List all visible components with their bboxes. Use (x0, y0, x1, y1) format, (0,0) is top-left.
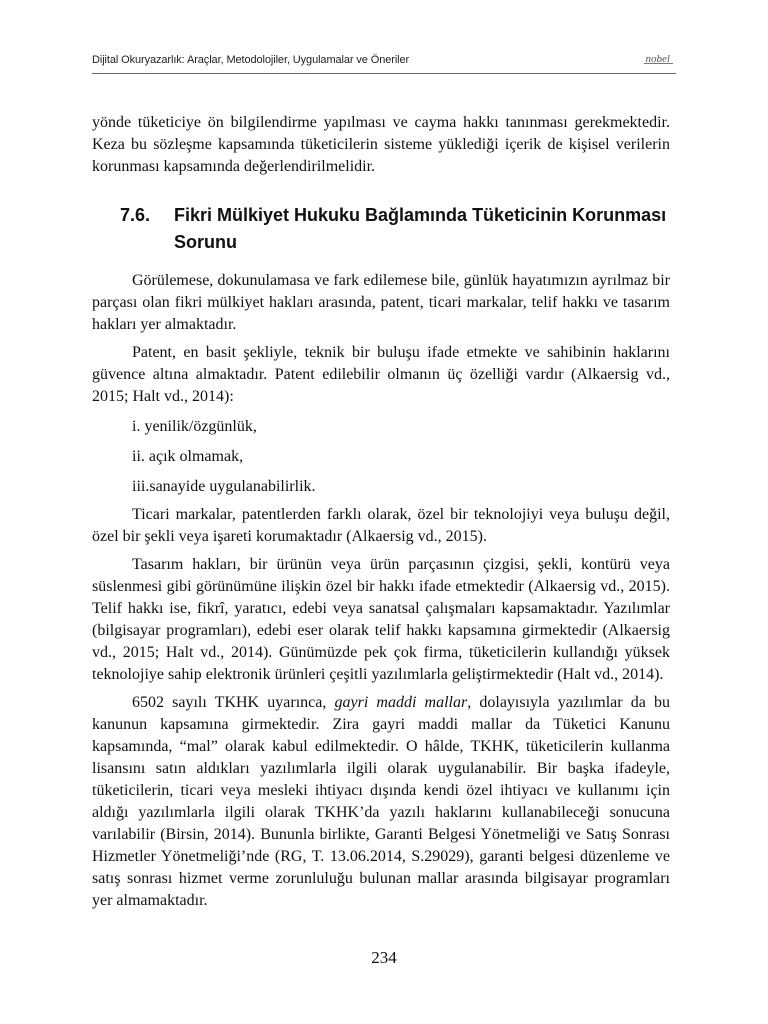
section-heading (92, 202, 670, 256)
list-item-2: ii. açık olmamak, (132, 448, 244, 465)
paragraph-5-rest: , dolayısıyla yazılımlar da bu kanunun kapsamına girmektedir. Zira gayri maddi mallar da Tüketici Kanunu kapsamında, “mal” olarak kabul edilmektedir. O hâlde, TKHK, tüketicilerin kullanma lisansını satın aldıkları yazılımlarla ilgili olarak uygulanabilir. Bir başka ifadeyle, tüketicilerin, ticari veya mesleki ihtiyacı dışında kendi özel ihtiyacı ve kullanımı için aldığı yazılımlarla ilgili olarak TKHK’da yazılı haklarını kullanabileceği sonucuna varılabilir (Birsin, 2014). Bununla birlikte, Garanti Belgesi Yönetmeliği ve Satış Sonrası Hizmetler Yönetmeliği’nde (RG, T. 13.06.2014, S.29029), garanti belgesi düzenleme ve satış sonrası hizmet verme zorunluluğu bulunan mallar arasında bilgisayar programları yer almamaktadır. (92, 694, 670, 909)
page-body (92, 112, 670, 912)
paragraph-5 (92, 692, 670, 912)
list-item-3: iii.sanayide uygulanabilirlik. (132, 478, 316, 495)
paragraph-1: Görülemese, dokunulamasa ve fark edilemese bile, günlük hayatımızın ayrılmaz bir parçası olan fikri mülkiyet hakları arasında, patent, ticari markalar, telif hakkı ve tasarım hakları yer almaktadır. (92, 272, 670, 333)
paragraph-5-start: 6502 sayılı TKHK uyarınca, (132, 694, 335, 711)
page-number: 234 (371, 948, 397, 967)
list-item-1: i. yenilik/özgünlük, (132, 418, 257, 435)
book-title: Dijital Okuryazarlık: Araçlar, Metodolojiler, Uygulamalar ve Öneriler (92, 54, 410, 66)
paragraph-3: Ticari markalar, patentlerden farklı olarak, özel bir teknolojiyi veya buluşu değil, özel bir şekli veya işareti korumaktadır (Alkaersig vd., 2015). (92, 506, 670, 545)
intro-paragraph: yönde tüketiciye ön bilgilendirme yapılması ve cayma hakkı tanınması gerekmektedir. Keza bu sözleşme kapsamında tüketicilerin sisteme yüklediği içerik de kişisel verilerin korunması kapsamında değerlendirilmelidir. (92, 114, 670, 175)
paragraph-4: Tasarım hakları, bir ürünün veya ürün parçasının çizgisi, şekli, kontürü veya süslenmesi gibi görünümüne ilişkin özel bir hakkı ifade etmektedir (Alkaersig vd., 2015). Telif hakkı ise, fikrî, yaratıcı, edebi veya sanatsal çalışmaları kapsamaktadır. Yazılımlar (bilgisayar programları), edebi eser olarak telif hakkı kapsamına girmektedir (Alkaersig vd., 2015; Halt vd., 2014). Günümüzde pek çok firma, tüketicilerin kullandığı yüksek teknolojiye sahip elektronik ürünleri çeşitli yazılımlarla geliştirmektedir (Halt vd., 2014). (92, 556, 670, 683)
header-rule (92, 73, 676, 74)
section-title: Fikri Mülkiyet Hukuku Bağlamında Tüketicinin Korunması Sorunu (174, 205, 667, 252)
paragraph-5-italic-term: gayri maddi mallar (334, 694, 468, 711)
section-number: 7.6. (120, 205, 151, 225)
paragraph-2: Patent, en basit şekliyle, teknik bir buluşu ifade etmekte ve sahibinin haklarını güvence altına almaktadır. Patent edilebilir olmanın üç özelliği vardır (Alkaersig vd., 2015; Halt vd., 2014): (92, 344, 670, 405)
running-header (92, 54, 676, 76)
publisher-logo: nobel (645, 53, 670, 65)
